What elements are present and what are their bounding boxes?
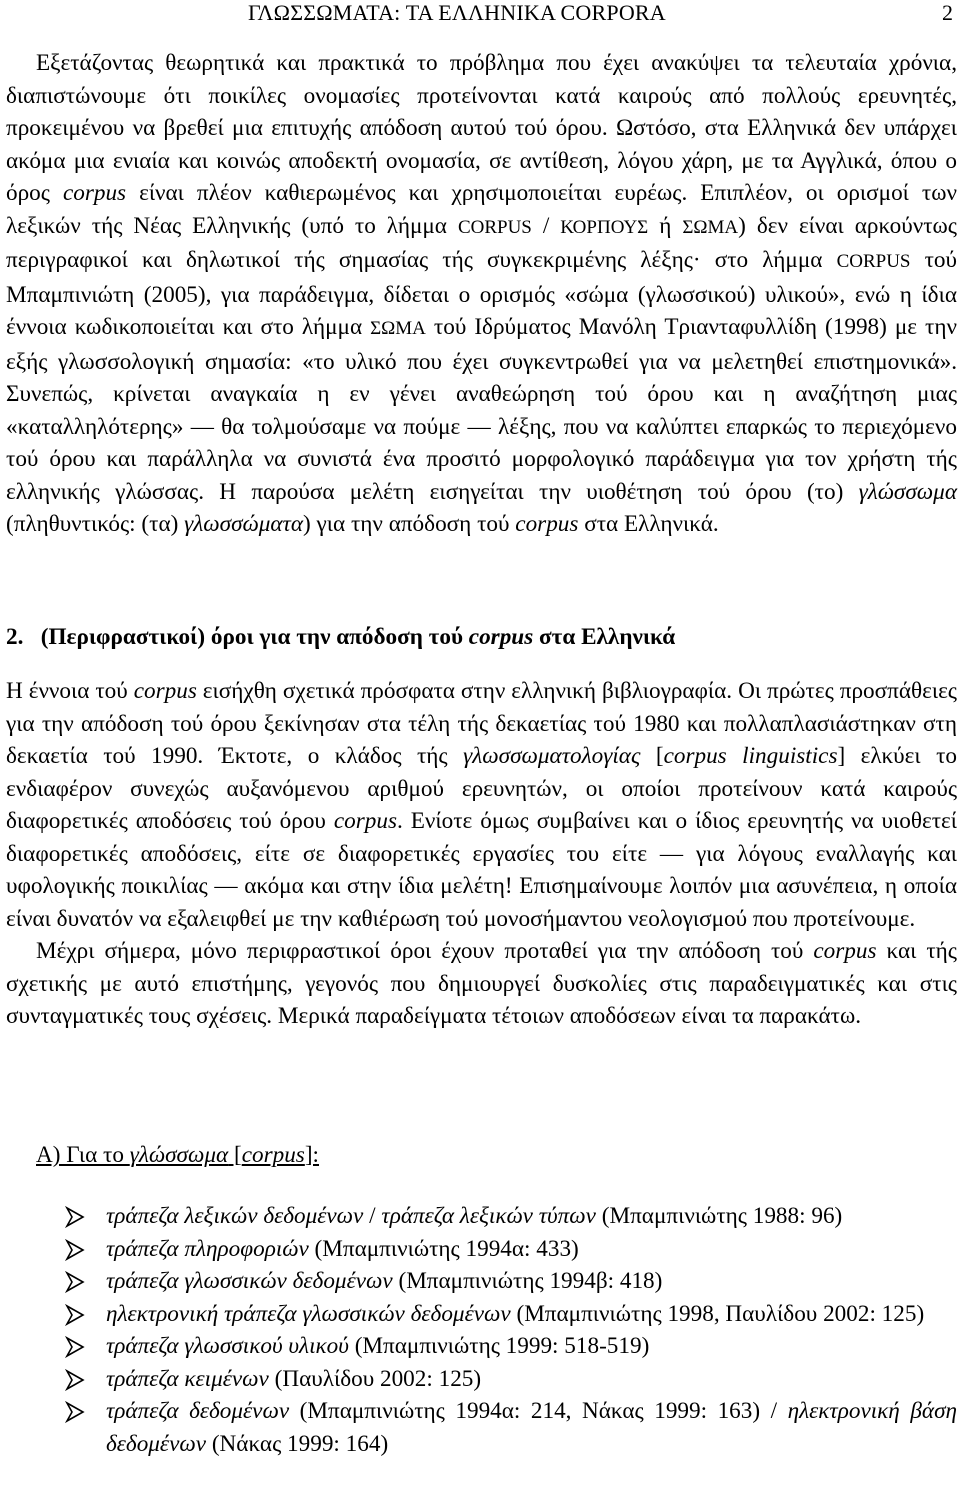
reference: (Μπαμπινιώτης 1994α: 433)	[308, 1235, 579, 1262]
subsection-corpus: corpus	[241, 1142, 305, 1168]
arrowhead-bullet-icon	[64, 1363, 86, 1395]
text-run: τού Μπαμπινιώτη (2005), για παράδειγμα, δίδεται ο ορισμός «σώμα (γλωσσικού) υλικού», ενώ η ίδια έννοια κωδικοποιείται και στο λήμμα	[6, 247, 957, 340]
text-run: Η έννοια τού	[6, 678, 134, 704]
term: τράπεζα πληροφοριών	[106, 1235, 309, 1262]
text-run: ή	[648, 212, 683, 239]
subsection-label-part: [	[228, 1142, 242, 1168]
reference: (Μπαμπινιώτης 1998, Παυλίδου 2002: 125)	[510, 1300, 925, 1327]
term-corpus: corpus	[133, 678, 197, 704]
subsection-term: γλώσσωμα	[129, 1142, 229, 1168]
arrowhead-bullet-icon	[64, 1265, 86, 1297]
reference: (Μπαμπινιώτης 1994β: 418)	[392, 1268, 663, 1294]
term-corpus-linguistics: corpus linguistics	[663, 743, 838, 769]
separator: /	[363, 1203, 382, 1229]
text-run: ] ελκύει το ενδιαφέρον συνεχώς αυξανόμενου αριθμού ερευνητών, οι οποίοι προτείνουν κατά καιρούς διαφορετικές αποδόσεις τού όρου	[6, 743, 957, 834]
arrowhead-bullet-icon	[64, 1200, 86, 1232]
term: τράπεζα δεδομένων	[106, 1398, 290, 1424]
section2-paragraph-2	[6, 935, 957, 1033]
list-item	[0, 1265, 957, 1298]
page-number: 2	[942, 0, 953, 25]
term: τράπεζα λεξικών δεδομένων	[106, 1203, 364, 1229]
subsection-label-part: Α) Για το	[36, 1142, 130, 1168]
term: ηλεκτρονική τράπεζα γλωσσικών δεδομένων	[106, 1300, 511, 1327]
text-run: και τής σχετικής με αυτό επιστήμης, γεγονός που δημιουργεί δυσκολίες στις παραδειγματικές και στις συνταγματικές τους σχέσεις. Μερικά παραδείγματα τέτοιων αποδόσεων είναι τα παρακάτω.	[6, 938, 957, 1029]
term-list	[0, 1200, 957, 1460]
text-run: ) για την απόδοση τού	[303, 511, 516, 537]
reference: (Μπαμπινιώτης 1999: 518-519)	[348, 1333, 650, 1359]
lemma-korpous: ΚΟΡΠΟΥΣ	[560, 216, 649, 238]
reference: (Μπαμπινιώτης 1994α: 214, Νάκας 1999: 163) /	[289, 1398, 788, 1424]
section2-paragraph-1	[6, 675, 957, 935]
text-run: /	[531, 212, 561, 239]
text-run: ) δεν είναι αρκούντως περιγραφικοί και δηλωτικοί τής σημασίας τής συγκεκριμένης λέξης· στο λήμμα	[6, 212, 957, 273]
list-item	[0, 1233, 957, 1266]
term-corpus: corpus	[333, 808, 397, 834]
text-run: Μέχρι σήμερα, μόνο περιφραστικοί όροι έχουν προταθεί για την απόδοση τού	[36, 938, 814, 964]
arrowhead-bullet-icon	[64, 1395, 86, 1427]
term-glossomatologia: γλωσσωματολογίας	[463, 743, 641, 769]
section-title-part: στα Ελληνικά	[533, 624, 676, 650]
term-corpus: corpus	[515, 511, 579, 537]
list-item	[0, 1200, 957, 1233]
list-item	[0, 1363, 957, 1396]
list-item	[0, 1298, 957, 1331]
list-item	[0, 1330, 957, 1363]
reference: (Νάκας 1999: 164)	[206, 1430, 389, 1457]
running-header	[0, 0, 960, 26]
term: ηλεκτρονική βάση δεδομένων	[106, 1398, 958, 1457]
term-glossoma: γλώσσωμα	[858, 478, 957, 505]
lemma-corpus: CORPUS	[457, 216, 532, 238]
intro-paragraph	[6, 47, 957, 541]
term-corpus: corpus	[62, 180, 127, 206]
term: τράπεζα λεξικών τύπων	[381, 1203, 596, 1229]
text-run: εισήχθη σχετικά πρόσφατα στην ελληνική βιβλιογραφία. Οι πρώτες προσπάθειες για την απόδοση τού όρου ξεκίνησαν στα τέλη τής δεκαετίας τού 1980 και πολλαπλασιάστηκαν στη δεκαετία τού 1990. Έκτοτε, ο κλάδος τής	[6, 678, 957, 769]
section-title-part: (Περιφραστικοί) όροι για την απόδοση τού	[40, 624, 469, 650]
reference: (Μπαμπινιώτης 1988: 96)	[595, 1203, 843, 1229]
lemma-corpus-2: CORPUS	[836, 251, 911, 272]
lemma-soma: ΣΩΜΑ	[682, 216, 739, 238]
intro-paragraph-block	[6, 47, 957, 541]
text-run: Εξετάζοντας θεωρητικά και πρακτικά το πρόβλημα που έχει ανακύψει τα τελευταία χρόνια, διαπιστώνουμε ότι ποικίλες ονομασίες προτείνονται κατά καιρούς από πολλούς ερευνητές, προκειμένου να βρεθεί μια επιτυχής απόδοση αυτού τού όρου. Ωστόσο, στα Ελληνικά δεν υπάρχει ακόμα μια ενιαία και κοινώς αποδεκτή ονομασία, σε αντίθεση, λόγου χάρη, με τα Αγγλικά, όπου ο όρος	[6, 50, 957, 206]
subsection-label-part: ]:	[304, 1142, 319, 1168]
term-corpus: corpus	[813, 938, 877, 964]
text-run: (πληθυντικός: (τα)	[6, 511, 185, 537]
term: τράπεζα κειμένων	[106, 1365, 269, 1392]
text-run: [	[640, 743, 664, 769]
text-run: στα Ελληνικά.	[578, 511, 719, 537]
text-run: τού Ιδρύματος Μανόλη Τριανταφυλλίδη (1998) με την εξής γλωσσολογική σημασία: «το υλικό που έχει συγκεντρωθεί για να μελετηθεί επιστημονικά». Συνεπώς, κρίνεται αναγκαία η εν γένει αναθεώρηση τού όρου και η αναζήτηση μιας «καταλληλότερης» — θα τολμούσαμε να πούμε — λέξης, που να καλύπτει επαρκώς το περιεχόμενο τού όρου και παράλληλα να συνιστά ένα προσιτό μορφολογικό παράδειγμα για τον χρήστη τής ελληνικής γλώσσας. Η παρούσα μελέτη εισηγείται την υιοθέτηση τού όρου (το)	[6, 314, 957, 505]
text-run: . Ενίοτε όμως συμβαίνει και ο ίδιος ερευνητής να υιοθετεί διαφορετικές αποδόσεις, είτε σε διαφορετικές εργασίες του είτε — για λόγους εναλλαγής και υφολογικής ποικιλίας — ακόμα και στην ίδια μελέτη! Επισημαίνουμε λοιπόν μια ασυνέπεια, η οποία είναι δυνατόν να εξαλειφθεί με την καθιέρωση τού μονοσήμαντου νεολογισμού που προτείνουμε.	[6, 808, 958, 932]
section-title-corpus: corpus	[468, 624, 534, 650]
header-title: ΓΛΩΣΣΩΜΑΤΑ: ΤΑ ΕΛΛΗΝΙΚΑ CORPORA	[248, 0, 666, 25]
section-heading	[6, 621, 957, 653]
arrowhead-bullet-icon	[64, 1330, 86, 1362]
list-item	[0, 1395, 957, 1460]
section-number: 2.	[6, 624, 24, 650]
arrowhead-bullet-icon	[64, 1298, 86, 1330]
term: τράπεζα γλωσσικού υλικού	[106, 1333, 349, 1359]
text-run: είναι πλέον καθιερωμένος και χρησιμοποιείται ευρέως. Επιπλέον, οι ορισμοί των λεξικών τής Νέας Ελληνικής (υπό το λήμμα	[6, 180, 957, 239]
term-glossomata: γλωσσώματα	[184, 511, 304, 537]
arrowhead-bullet-icon	[64, 1233, 86, 1265]
section2-body	[6, 675, 957, 1033]
reference: (Παυλίδου 2002: 125)	[268, 1365, 482, 1392]
subsection-heading	[36, 1139, 319, 1171]
term: τράπεζα γλωσσικών δεδομένων	[106, 1268, 393, 1294]
lemma-soma-2: ΣΩΜΑ	[370, 318, 426, 339]
